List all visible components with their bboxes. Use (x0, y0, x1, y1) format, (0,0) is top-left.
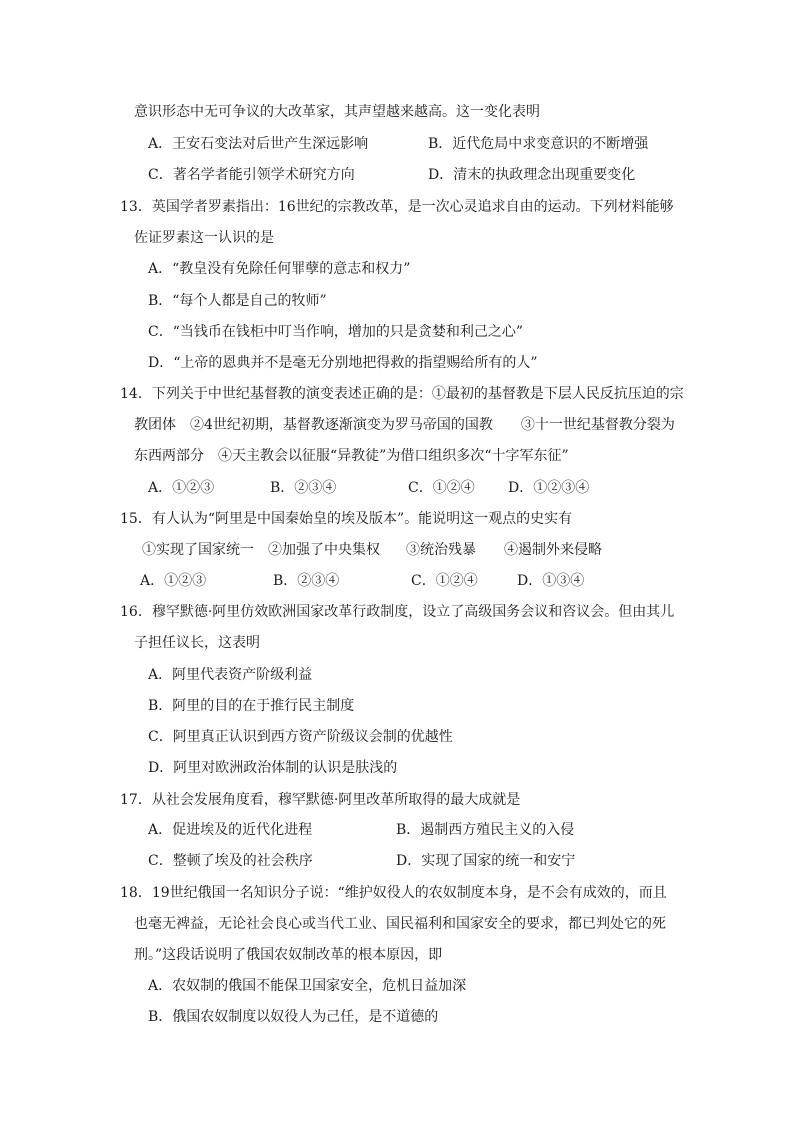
q18-stem-line-3: 刑。”这段话说明了俄国农奴制改革的根本原因，即 (134, 947, 443, 963)
q12-option-d: D．清末的执政理念出现重要变化 (428, 167, 636, 183)
q12-stem-continuation: 意识形态中无可争议的大改革家，其声望越来越高。这一变化表明 (134, 104, 540, 120)
q18-stem-line-1: 18．19世纪俄国一名知识分子说：“维护奴役人的农奴制度本身，是不会有成效的，而且 (120, 885, 667, 901)
q17-option-a: A．促进埃及的近代化进程 (148, 822, 313, 838)
q15-statement-1: ①实现了国家统一 (142, 542, 254, 558)
q13-stem-line-1: 13．英国学者罗素指出：16世纪的宗教改革，是一次心灵追求自由的运动。下列材料能够 (120, 199, 674, 215)
q14-option-b: B．②③④ (270, 480, 337, 496)
q15-option-d: D．①③④ (517, 573, 585, 589)
q14-stem-line-1: 14．下列关于中世纪基督教的演变表述正确的是：①最初的基督教是下层人民反抗压迫的宗 (120, 386, 684, 402)
q16-option-b: B．阿里的目的在于推行民主制度 (148, 698, 355, 714)
q17-option-b: B．遏制西方殖民主义的入侵 (396, 822, 575, 838)
q16-option-d: D．阿里对欧洲政治体制的认识是肤浅的 (148, 760, 398, 776)
q13-option-d: D．“上帝的恩典并不是毫无分别地把得救的指望赐给所有的人” (148, 355, 538, 371)
q15-stem: 15．有人认为“阿里是中国秦始皇的埃及版本”。能说明这一观点的史实有 (120, 511, 573, 527)
q14-stem-line-3: 东西两部分 ④天主教会以征服“异教徒”为借口组织多次“十字军东征” (134, 448, 569, 464)
q13-option-c: C．“当钱币在钱柜中叮当作响，增加的只是贪婪和利己之心” (148, 324, 524, 340)
q12-option-b: B．近代危局中求变意识的不断增强 (428, 136, 649, 152)
q17-option-c: C．整顿了埃及的社会秩序 (148, 853, 313, 869)
q16-stem-line-2: 子担任议长，这表明 (134, 635, 260, 651)
q16-option-c: C．阿里真正认识到西方资产阶级议会制的优越性 (148, 729, 453, 745)
q18-option-b: B．俄国农奴制度以奴役人为己任，是不道德的 (148, 1009, 439, 1025)
q13-stem-line-2: 佐证罗素这一认识的是 (134, 230, 274, 246)
q12-option-a: A．王安石变法对后世产生深远影响 (148, 136, 369, 152)
q14-option-c: C．①②④ (408, 480, 475, 496)
q15-option-b: B．②③④ (273, 573, 340, 589)
q12-option-c: C．著名学者能引领学术研究方向 (148, 167, 355, 183)
q18-option-a: A．农奴制的俄国不能保卫国家安全，危机日益加深 (148, 978, 467, 994)
q17-stem: 17．从社会发展角度看，穆罕默德·阿里改革所取得的最大成就是 (120, 792, 521, 808)
q18-stem-line-2: 也毫无裨益，无论社会良心或当代工业、国民福利和国家安全的要求，都已判处它的死 (134, 916, 666, 932)
q15-statement-4: ④遏制外来侵略 (504, 542, 602, 558)
q15-option-a: A．①②③ (140, 573, 207, 589)
q13-option-b: B．“每个人都是自己的牧师” (148, 293, 327, 309)
q15-statement-3: ③统治残暴 (406, 542, 476, 558)
q14-option-a: A．①②③ (148, 480, 215, 496)
q14-stem-line-2: 教团体 ②4世纪初期，基督教逐渐演变为罗马帝国的国教 ③十一世纪基督教分裂为 (134, 417, 675, 433)
q13-option-a: A．“教皇没有免除任何罪孽的意志和权力” (148, 261, 411, 277)
q15-statement-2: ②加强了中央集权 (268, 542, 380, 558)
q17-option-d: D．实现了国家的统一和安宁 (396, 853, 576, 869)
q16-option-a: A．阿里代表资产阶级利益 (148, 667, 313, 683)
q15-option-c: C．①②④ (411, 573, 478, 589)
q16-stem-line-1: 16．穆罕默德·阿里仿效欧洲国家改革行政制度，设立了高级国务会议和咨议会。但由其儿 (120, 604, 675, 620)
q14-option-d: D．①②③④ (508, 480, 590, 496)
